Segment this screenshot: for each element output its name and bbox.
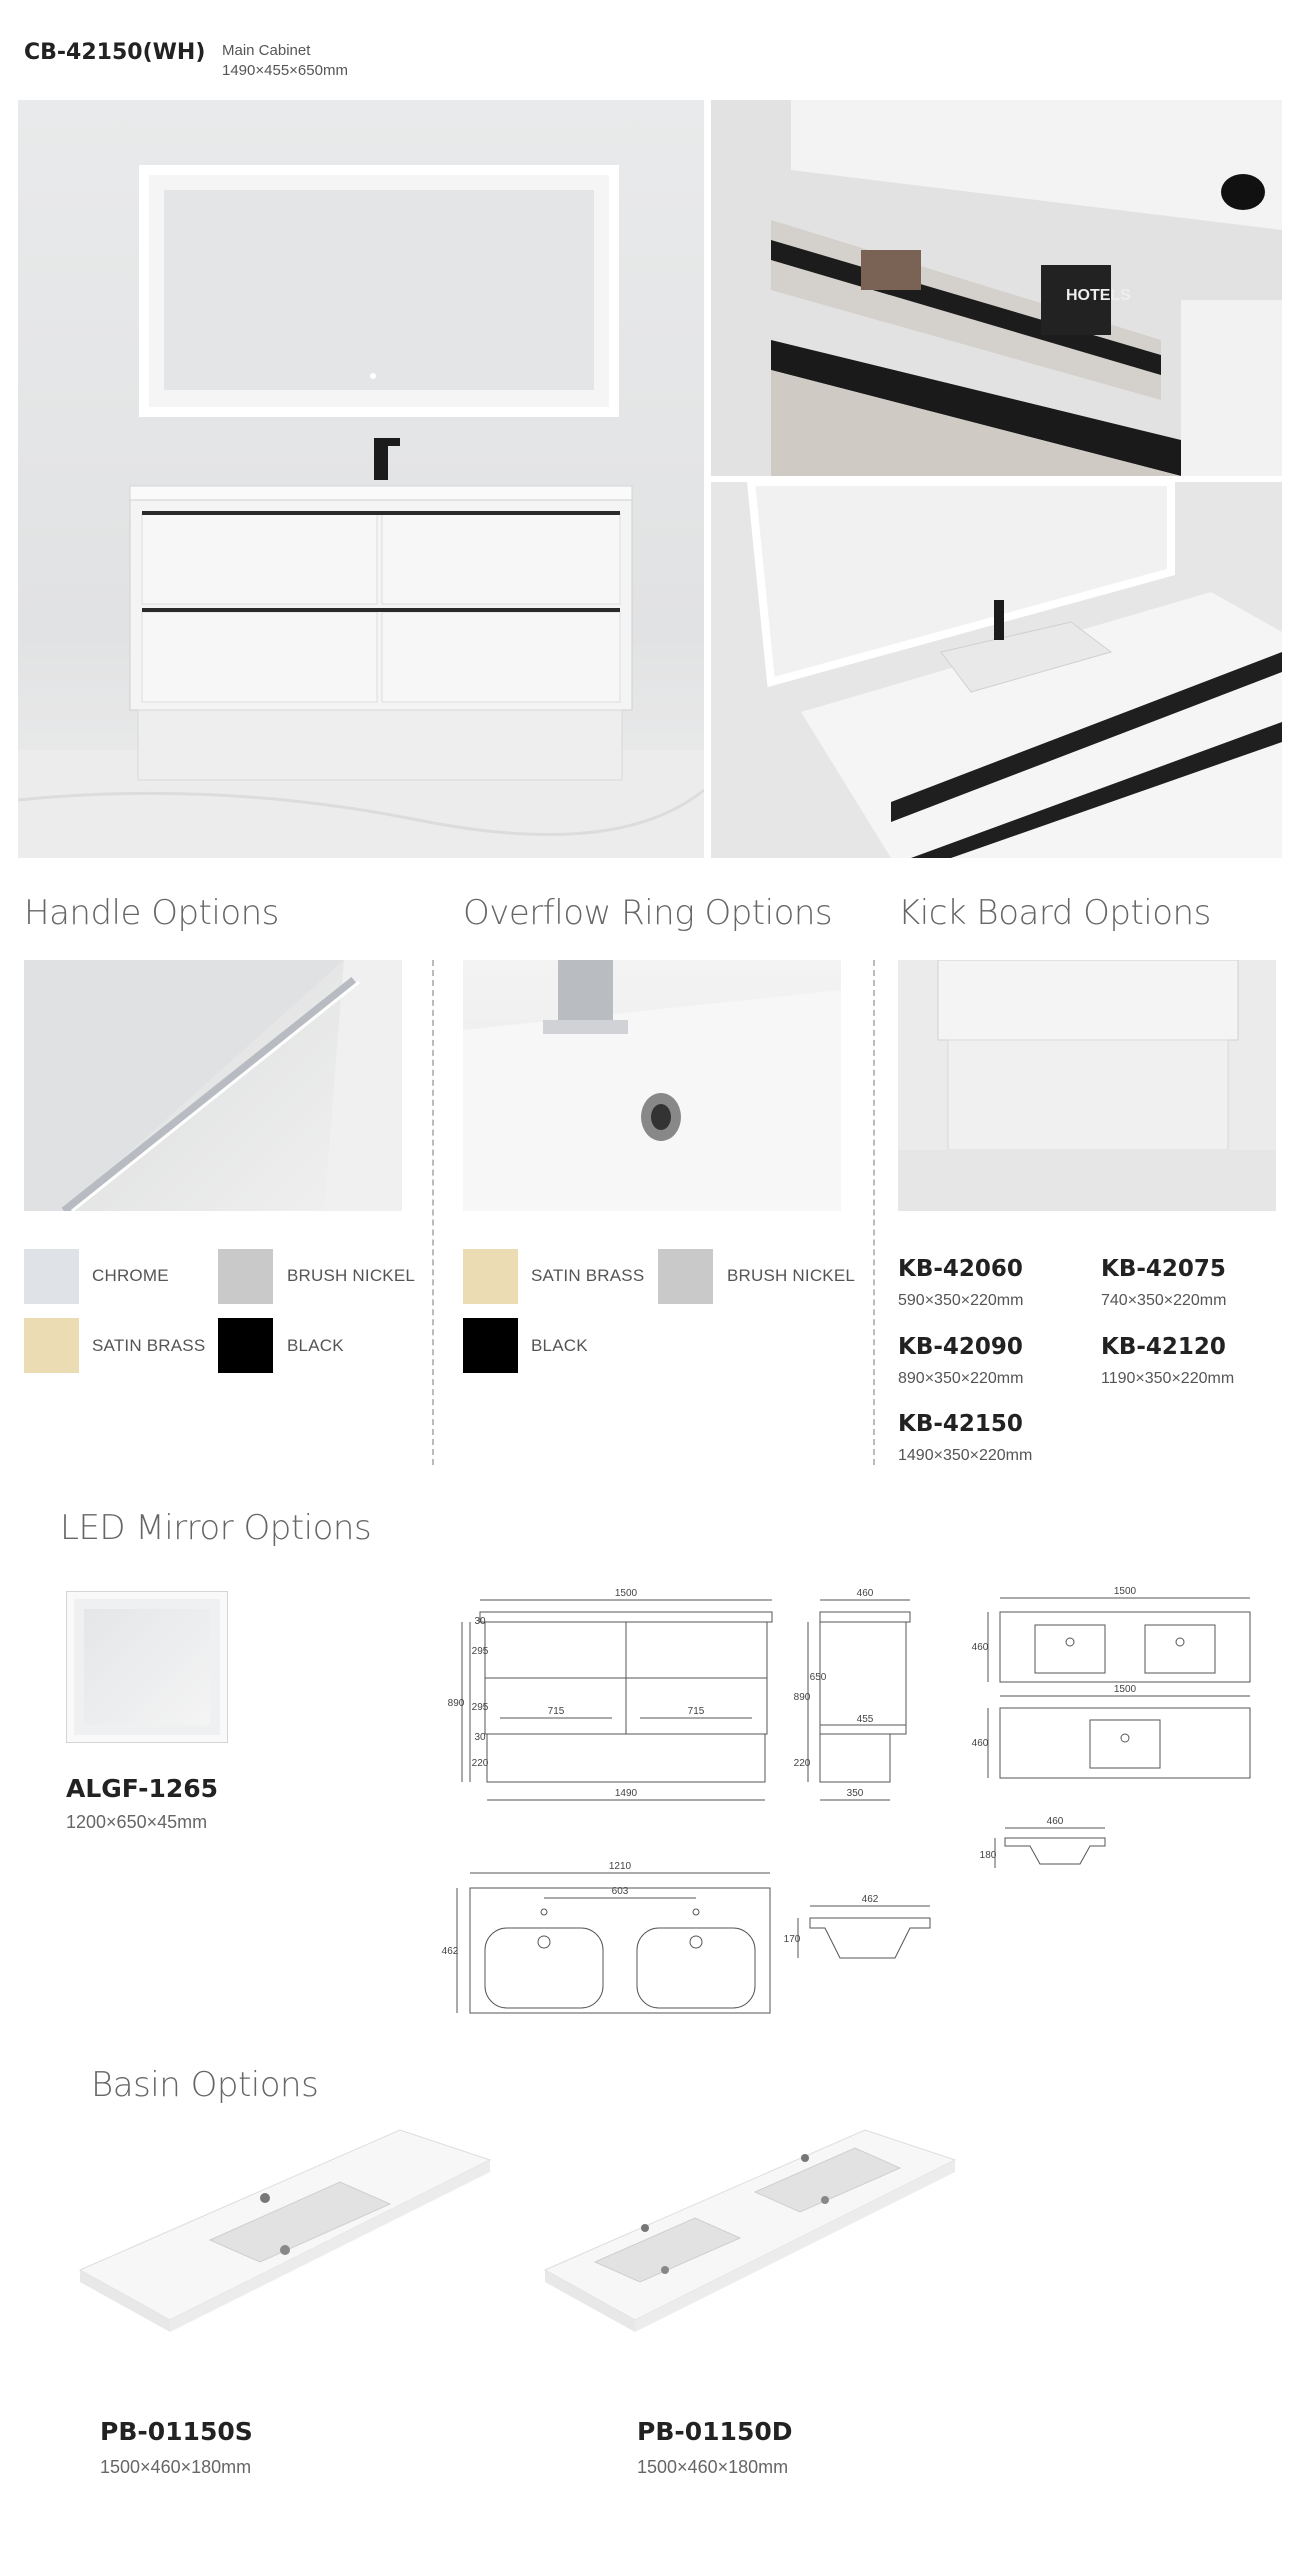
dim-drawer-w1: 715 bbox=[547, 1706, 565, 1717]
led-mirror-image bbox=[67, 1592, 227, 1742]
dim-front-h4: 30 bbox=[474, 1732, 486, 1743]
basin-model: PB-01150D bbox=[637, 2417, 793, 2446]
kick-board-model: KB-42150 bbox=[898, 1411, 1023, 1437]
swatch-chrome[interactable] bbox=[24, 1249, 79, 1304]
dim-side-depth: 460 bbox=[856, 1588, 874, 1599]
dim-side-inner: 455 bbox=[856, 1714, 874, 1725]
kick-board-dims: 890×350×220mm bbox=[898, 1370, 1024, 1387]
dim-front-total: 1490 bbox=[614, 1788, 638, 1799]
dim-side-basin-depth: 462 bbox=[861, 1894, 879, 1905]
kick-board-dims: 1490×350×220mm bbox=[898, 1447, 1033, 1464]
swatch-satin-brass[interactable] bbox=[463, 1249, 518, 1304]
swatch-label: SATIN BRASS bbox=[531, 1266, 645, 1285]
dim-front-h-total: 890 bbox=[447, 1698, 465, 1709]
dim-side-kick: 220 bbox=[793, 1758, 811, 1769]
divider bbox=[432, 960, 434, 1465]
dim-section-height: 180 bbox=[979, 1850, 997, 1861]
basin-dims: 1500×460×180mm bbox=[100, 2457, 252, 2477]
swatch-black[interactable] bbox=[463, 1318, 518, 1373]
basin-dims: 1500×460×180mm bbox=[637, 2457, 789, 2477]
dim-front-width: 1500 bbox=[614, 1588, 638, 1599]
swatch-brush-nickel[interactable] bbox=[218, 1249, 273, 1304]
dim-front-h5: 220 bbox=[471, 1758, 489, 1769]
open-drawer-photo bbox=[711, 100, 1282, 476]
led-mirror-dims: 1200×650×45mm bbox=[66, 1812, 208, 1832]
swatch-label: BLACK bbox=[287, 1336, 344, 1355]
swatch-label: SATIN BRASS bbox=[92, 1336, 206, 1355]
dim-drawer-w2: 715 bbox=[687, 1706, 705, 1717]
swatch-label: CHROME bbox=[92, 1266, 169, 1285]
led-mirror-model: ALGF-1265 bbox=[66, 1774, 219, 1803]
overflow-ring-options-title: Overflow Ring Options bbox=[463, 893, 833, 933]
product-dimensions: 1490×455×650mm bbox=[222, 62, 348, 79]
dim-front-h2: 295 bbox=[471, 1646, 489, 1657]
swatch-brush-nickel[interactable] bbox=[658, 1249, 713, 1304]
swatch-label: BRUSH NICKEL bbox=[727, 1266, 856, 1285]
product-subtitle: Main Cabinet bbox=[222, 42, 311, 59]
basin-top-photo bbox=[711, 482, 1282, 858]
dim-front-h1: 30 bbox=[474, 1616, 486, 1627]
handle-options-title: Handle Options bbox=[24, 893, 279, 933]
kick-board-photo bbox=[898, 960, 1276, 1211]
dim-side-kick-depth: 350 bbox=[846, 1788, 864, 1799]
svg-text:HOTELS: HOTELS bbox=[1066, 287, 1131, 304]
dim-side-h-total: 890 bbox=[793, 1692, 811, 1703]
dim-side-height: 650 bbox=[809, 1672, 827, 1683]
dim-double-depth: 462 bbox=[441, 1946, 459, 1957]
dim-top-width-b: 1500 bbox=[1113, 1684, 1137, 1695]
basin-double-image bbox=[535, 2120, 965, 2360]
kick-board-dims: 740×350×220mm bbox=[1101, 1292, 1227, 1309]
led-mirror-options-title: LED Mirror Options bbox=[60, 1508, 372, 1548]
basin-single-image bbox=[70, 2120, 500, 2360]
swatch-black[interactable] bbox=[218, 1318, 273, 1373]
main-cabinet-photo bbox=[18, 100, 704, 858]
kick-board-model: KB-42120 bbox=[1101, 1334, 1226, 1360]
swatch-label: BRUSH NICKEL bbox=[287, 1266, 416, 1285]
kick-board-model: KB-42060 bbox=[898, 1256, 1023, 1282]
overflow-ring-photo bbox=[463, 960, 841, 1211]
basin-options-title: Basin Options bbox=[91, 2065, 319, 2105]
kick-board-dims: 590×350×220mm bbox=[898, 1292, 1024, 1309]
dim-front-h3: 295 bbox=[471, 1702, 489, 1713]
dim-double-width: 1210 bbox=[608, 1861, 632, 1872]
kick-board-model: KB-42075 bbox=[1101, 1256, 1226, 1282]
basin-model: PB-01150S bbox=[100, 2417, 253, 2446]
dim-top-width-a: 1500 bbox=[1113, 1586, 1137, 1597]
dim-top-depth-a: 460 bbox=[971, 1642, 989, 1653]
handle-photo bbox=[24, 960, 402, 1211]
product-model: CB-42150(WH) bbox=[24, 40, 206, 65]
dim-section-depth: 460 bbox=[1046, 1816, 1064, 1827]
dim-double-spacing: 603 bbox=[611, 1886, 629, 1897]
kick-board-model: KB-42090 bbox=[898, 1334, 1023, 1360]
divider bbox=[873, 960, 875, 1465]
swatch-label: BLACK bbox=[531, 1336, 588, 1355]
technical-drawings bbox=[440, 1570, 1280, 2030]
dim-side-basin-height: 170 bbox=[783, 1934, 801, 1945]
dim-top-depth-b: 460 bbox=[971, 1738, 989, 1749]
swatch-satin-brass[interactable] bbox=[24, 1318, 79, 1373]
kick-board-dims: 1190×350×220mm bbox=[1101, 1370, 1235, 1387]
kick-board-options-title: Kick Board Options bbox=[898, 893, 1211, 933]
